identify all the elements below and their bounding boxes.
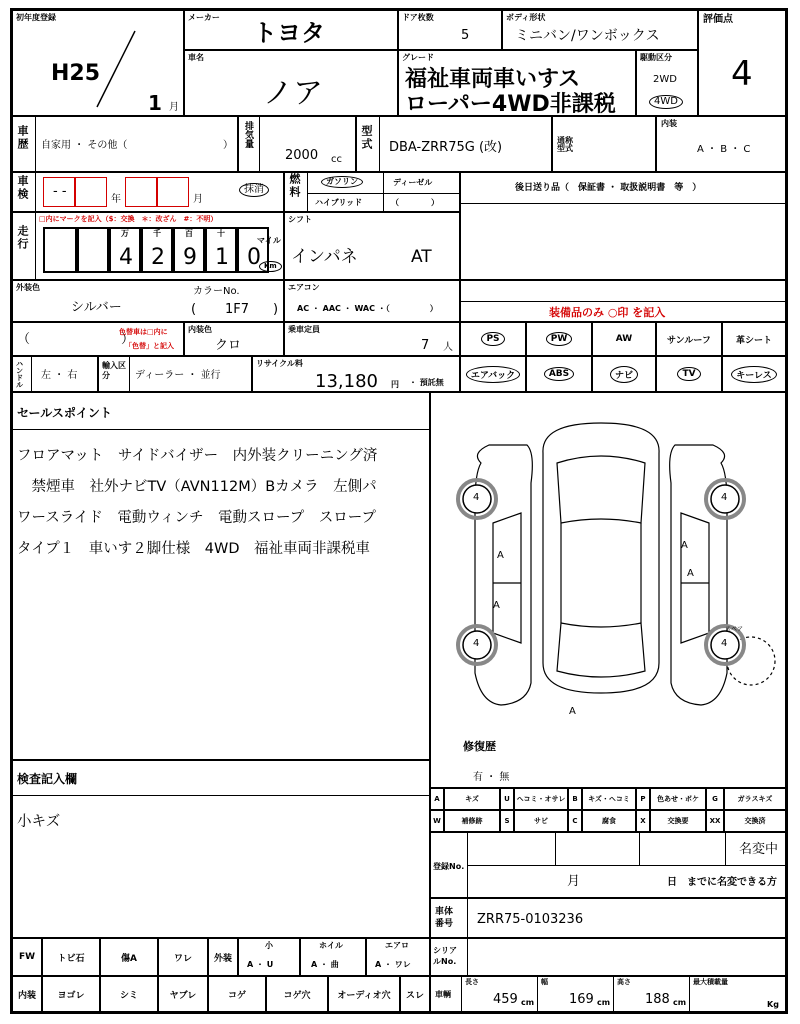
shift-box: [284, 212, 460, 280]
maker-box: [184, 10, 398, 50]
model-label: 型式: [360, 125, 373, 151]
sales-points-label: セールスポイント: [17, 406, 112, 420]
legend-cell: [500, 788, 514, 810]
recycle-value: 13,180: [315, 371, 378, 392]
legend-cell: [500, 810, 514, 832]
equip-abs: [526, 356, 592, 392]
max-load-label: 最大積載量: [693, 978, 728, 986]
scratch-a-label: [100, 938, 158, 976]
sales-points-box: [12, 392, 430, 760]
legend-cell: [582, 810, 636, 832]
common-model-box: [552, 116, 656, 172]
legend-text: 交換済: [744, 817, 766, 825]
interior-label-bottom: [12, 976, 42, 1012]
fuel-diesel: ディーゼル: [393, 178, 433, 187]
odometer-unit: 万: [121, 229, 129, 238]
legend-text: G: [712, 795, 718, 803]
inspection-year-box-2[interactable]: [75, 177, 107, 207]
equip-navi-label: ナビ: [610, 366, 638, 383]
width-value: 169: [569, 992, 594, 1007]
tire-front-left: 4: [473, 492, 480, 503]
legend-cell: [724, 810, 786, 832]
dirt-text: ヨゴレ: [57, 990, 85, 1001]
damage-legend: [430, 788, 786, 832]
import-box: [98, 356, 252, 392]
legend-cell: [568, 788, 582, 810]
equip-keyless: [722, 356, 786, 392]
aircon-value: AC ・ AAC ・ WAC ・（ ）: [297, 304, 438, 313]
legend-text: 色あせ・ボケ: [657, 795, 699, 803]
mileage-mark-box[interactable]: [43, 227, 77, 273]
legend-text: キズ・ヘコミ: [588, 795, 630, 803]
first-registration-month: 1: [148, 91, 162, 115]
exterior-color-label: 外装色: [16, 283, 40, 292]
fw-text: FW: [18, 952, 36, 962]
tear-text: ヤブレ: [169, 990, 197, 1001]
recycle-label: リサイクル料: [256, 359, 303, 368]
mileage-note: □内にマークを記入（$：交換 ＊：改ざん #：不明）: [39, 215, 218, 223]
body-value: ミニバン/ワンボックス: [515, 28, 660, 44]
legend-cell: [636, 810, 650, 832]
legend-text: XX: [709, 817, 721, 825]
color-change-note-2: 「色替」と記入: [125, 342, 174, 350]
odometer-unit: 千: [153, 229, 161, 238]
legend-cell: [444, 788, 500, 810]
handle-box: [12, 356, 98, 392]
inspection-month-box-1[interactable]: [125, 177, 157, 207]
mileage-label: 走行: [16, 225, 29, 251]
registration-label: 登録No.: [433, 862, 465, 871]
doors-value: 5: [461, 28, 470, 43]
stain-label: [100, 976, 158, 1012]
crack-text: ワレ: [173, 953, 192, 964]
cc-unit: cc: [331, 154, 342, 165]
capacity-box: [284, 322, 460, 356]
width-label: 幅: [541, 978, 548, 986]
legend-text: W: [433, 817, 441, 825]
repair-history-label: 修復歴: [463, 740, 496, 753]
slash-mark: [95, 29, 140, 109]
equip-tv: [656, 356, 722, 392]
equipment-header-box: [460, 280, 786, 322]
legend-text: キズ: [465, 795, 479, 803]
legend-text: ガラスキズ: [737, 795, 773, 803]
height-unit: cm: [673, 998, 687, 1007]
max-load-unit: Kg: [767, 1000, 779, 1009]
equip-keyless-label: キーレス: [731, 366, 777, 383]
interior-color-box: [184, 322, 284, 356]
displacement-box: [238, 116, 356, 172]
equip-aw: [592, 322, 656, 356]
registration-month: 月: [567, 874, 581, 889]
aero-value: A ・ ワレ: [375, 960, 411, 969]
odometer-digit-box: [77, 227, 109, 273]
docs-box: [460, 172, 786, 280]
import-value: ディーラー ・ 並行: [135, 370, 221, 381]
legend-text: 補修跡: [461, 817, 483, 825]
dirt-label: [42, 976, 100, 1012]
color-no-paren-close: ): [273, 302, 279, 317]
condition-report-sheet: [10, 8, 788, 1014]
deposit-none: ・ 預託無: [409, 378, 444, 387]
inspection-notes-box: [12, 760, 430, 938]
color-no-paren-open: (: [191, 302, 197, 317]
burn-label: [208, 976, 266, 1012]
legend-text: B: [572, 795, 578, 803]
width-unit: cm: [597, 998, 611, 1007]
legend-text: C: [572, 817, 578, 825]
fuel-box: [284, 172, 460, 212]
tire-rear-left: 4: [473, 638, 480, 649]
damage-mark-3: A: [681, 540, 688, 551]
interior-color-value: クロ: [215, 338, 242, 353]
length-value: 459: [493, 992, 518, 1007]
dimensions-label: 車輌: [435, 990, 451, 999]
wheel-label: ホイル: [319, 941, 343, 950]
name-value: ノア: [263, 76, 323, 111]
handle-value: 左 ・ 右: [41, 370, 78, 381]
drive-label: 駆動区分: [640, 53, 672, 62]
name-box: [184, 50, 398, 116]
serial-box: [430, 938, 786, 976]
equip-airbag-label: エアバック: [466, 366, 520, 383]
legend-text: 交換要: [667, 817, 689, 825]
shift-label: シフト: [288, 215, 312, 224]
wheel-box: [300, 938, 366, 976]
legend-text: P: [640, 795, 646, 803]
legend-text: サビ: [534, 817, 548, 825]
chassis-label: 車体番号: [435, 907, 454, 929]
fuel-other: （ ）: [391, 198, 439, 207]
damage-mark-5: A: [569, 706, 576, 717]
inspection-notes-label: 検査記入欄: [17, 772, 78, 786]
equip-leather: [722, 322, 786, 356]
legend-cell: [582, 788, 636, 810]
legend-text: A: [434, 795, 440, 803]
grade-score-box: [698, 10, 786, 116]
first-registration-label: 初年度登録: [16, 13, 56, 22]
odometer-digit-box: [141, 227, 173, 273]
aircon-box: [284, 280, 460, 322]
equip-leather-label: 革シート: [735, 335, 772, 346]
capacity-label: 乗車定員: [288, 325, 320, 334]
burn-hole-label: [266, 976, 328, 1012]
registration-box: [430, 832, 786, 898]
small-box: [238, 938, 300, 976]
first-registration-box: [12, 10, 184, 116]
legend-text: U: [504, 795, 510, 803]
fuel-label: 燃料: [288, 173, 301, 199]
dimensions-box: [430, 976, 786, 1012]
drive-box: [636, 50, 698, 116]
grade-line-1: 福祉車両車いすス: [405, 67, 581, 92]
odometer-digit-box: [173, 227, 205, 273]
equip-aw-label: AW: [615, 334, 633, 344]
equip-tv-label: TV: [677, 367, 700, 381]
color-no-value: 1F7: [225, 302, 250, 317]
legend-cell: [430, 788, 444, 810]
chassis-box: [430, 898, 786, 938]
legend-cell: [724, 788, 786, 810]
inspection-value: - -: [53, 184, 67, 199]
aircon-label: エアコン: [288, 283, 320, 292]
yen-unit: 円: [391, 380, 399, 389]
legend-text: X: [640, 817, 646, 825]
height-label: 高さ: [617, 978, 631, 986]
mileage-unit-label: マイル: [257, 236, 281, 245]
name-label: 車名: [188, 53, 204, 62]
length-unit: cm: [521, 998, 535, 1007]
chassis-value: ZRR75-0103236: [477, 912, 584, 927]
legend-cell: [706, 810, 724, 832]
exterior-color-box: [12, 280, 284, 322]
legend-cell: [444, 810, 500, 832]
docs-label: 後日送り品（ 保証書 ・ 取扱説明書 等 ）: [515, 183, 702, 193]
doors-label: ドア枚数: [402, 13, 434, 22]
grade-score-value: 4: [731, 54, 753, 94]
odometer-digit-box: [109, 227, 141, 273]
interior-grade-value: A ・ B ・ C: [697, 144, 751, 155]
legend-cell: [568, 810, 582, 832]
damage-mark-4: A: [687, 568, 694, 579]
handle-label: ハンドル: [16, 360, 23, 389]
inspection-label: 車検: [16, 175, 29, 201]
legend-cell: [636, 788, 650, 810]
displacement-value: 2000: [285, 148, 319, 163]
odometer-digit: 4: [119, 245, 133, 270]
exterior-label: [208, 938, 238, 976]
color-change-box: [12, 322, 184, 356]
scratch-a-text: 傷A: [121, 953, 137, 964]
wheel-value: A ・ 曲: [311, 960, 339, 969]
wear-label: [400, 976, 430, 1012]
month-unit: 月: [169, 102, 179, 113]
drive-2wd: 2WD: [653, 74, 677, 85]
color-change-paren: （ ）: [17, 332, 135, 347]
body-label: ボディ形状: [506, 13, 546, 22]
burn-text: コゲ: [227, 990, 246, 1001]
interior-color-label: 内装色: [188, 325, 212, 334]
tire-rear-right: 4: [721, 638, 728, 649]
equip-abs-label: ABS: [544, 367, 574, 381]
registration-day-note: 日 までに名変できる方: [667, 877, 777, 888]
drive-4wd: 4WD: [649, 95, 683, 109]
damage-mark-2: A: [493, 600, 500, 611]
model-value: DBA-ZRR75G (改): [389, 140, 503, 155]
legend-cell: [650, 788, 706, 810]
tear-label: [158, 976, 208, 1012]
capacity-value: 7: [421, 338, 430, 353]
legend-cell: [706, 788, 724, 810]
maker-label: メーカー: [188, 13, 220, 22]
legend-cell: [514, 810, 568, 832]
equip-sunroof: [656, 322, 722, 356]
repair-history-value: 有 ・ 無: [473, 772, 510, 783]
odometer-digit: 0: [247, 245, 261, 270]
fuel-gasoline: ガソリン: [321, 176, 363, 188]
interior-grade-label: 内装: [661, 119, 677, 128]
color-change-note-1: 色替車は□内に: [119, 328, 168, 336]
vehicle-diagram-box: [430, 392, 786, 788]
crack-label: [158, 938, 208, 976]
odometer-digit: 9: [183, 245, 197, 270]
body-box: [502, 10, 698, 50]
capacity-unit: 人: [443, 342, 453, 353]
aero-label: エアロ: [385, 941, 409, 950]
inspection-month-unit: 月: [193, 194, 203, 205]
audio-hole-text: オーディオ穴: [337, 990, 391, 1001]
height-value: 188: [645, 992, 670, 1007]
equip-ps-label: PS: [481, 332, 504, 346]
mileage-box: [12, 212, 284, 280]
car-body-diagram: [431, 393, 785, 723]
legend-text: 腐食: [602, 817, 616, 825]
equip-navi: [592, 356, 656, 392]
inspection-year-unit: 年: [111, 194, 121, 205]
recycle-box: [252, 356, 460, 392]
small-value: A ・ U: [247, 960, 274, 969]
no-inspection: 抹消: [239, 183, 269, 197]
first-registration-year: H25: [51, 61, 101, 86]
wear-text: スレ: [405, 990, 424, 1001]
tire-front-right: 4: [721, 492, 728, 503]
model-box: [356, 116, 552, 172]
grade-line-2: ローパー4WD非課税: [405, 92, 616, 117]
interior-grade-box: [656, 116, 786, 172]
legend-cell: [650, 810, 706, 832]
equip-pw: [526, 322, 592, 356]
exterior-color-value: シルバー: [71, 300, 122, 315]
damage-mark-1: A: [497, 550, 504, 561]
history-label: 車歴: [16, 125, 29, 151]
equip-airbag: [460, 356, 526, 392]
odometer-unit: 百: [185, 229, 193, 238]
equip-pw-label: PW: [546, 332, 573, 346]
legend-text: S: [504, 817, 510, 825]
maker-value: トヨタ: [253, 19, 325, 47]
chip-label: [42, 938, 100, 976]
exterior-text: 外装: [213, 953, 232, 964]
serial-label: シリアルNo.: [433, 946, 457, 967]
doors-box: [398, 10, 502, 50]
odometer-unit: 十: [217, 229, 225, 238]
history-box: [12, 116, 238, 172]
legend-text: ヘコミ・オサレ: [516, 795, 566, 803]
interior-text: 内装: [17, 990, 36, 1001]
legend-cell: [430, 810, 444, 832]
grade-box: [398, 50, 636, 116]
odometer-digit: 2: [151, 245, 165, 270]
grade-label: グレード: [402, 53, 434, 62]
sales-line-4: タイプ１ 車いす２脚仕様 4WD 福祉車両非課税車: [17, 541, 371, 557]
history-close: ）: [223, 140, 233, 151]
equip-ps: [460, 322, 526, 356]
inspection-month-box-2[interactable]: [157, 177, 189, 207]
shift-value: インパネ: [291, 247, 358, 267]
chip-text: トビ石: [57, 953, 85, 964]
odometer-digit-box: [205, 227, 237, 273]
small-label: 小: [265, 941, 273, 950]
inspection-notes-text: 小キズ: [17, 814, 61, 830]
equipment-label: 装備品のみ ○印 を記入: [549, 306, 666, 319]
equip-sunroof-label: サンルーフ: [667, 335, 711, 346]
sales-line-1: フロアマット サイドバイザー 内外装クリーニング済: [17, 448, 378, 464]
aero-box: [366, 938, 430, 976]
inspection-box: [12, 172, 284, 212]
common-model-label: 通称型式: [557, 136, 573, 153]
odometer-digit: 1: [215, 245, 229, 270]
displacement-label: 排気量: [243, 121, 253, 148]
sales-line-3: ワースライド 電動ウィンチ 電動スロープ スロープ: [17, 510, 377, 526]
legend-cell: [514, 788, 568, 810]
color-no-label: カラーNo.: [193, 286, 240, 297]
shift-type: AT: [411, 247, 432, 267]
sales-line-2: 禁煙車 社外ナビTV（AVN112M）Bカメラ 左側パ: [17, 479, 377, 495]
grade-score-label: 評価点: [703, 14, 733, 25]
history-value: 自家用 ・ その他（: [41, 140, 128, 151]
name-change: 名変中: [739, 842, 779, 857]
fw-label: [12, 938, 42, 976]
burn-hole-text: コゲ穴: [283, 990, 311, 1001]
import-label: 輸入区分: [102, 361, 126, 380]
mileage-km: Km: [259, 261, 282, 272]
fuel-hybrid: ハイブリッド: [315, 198, 363, 207]
audio-hole-label: [328, 976, 400, 1012]
length-label: 長さ: [465, 978, 479, 986]
spare-label: スペア: [725, 626, 744, 633]
stain-text: シミ: [119, 990, 138, 1001]
